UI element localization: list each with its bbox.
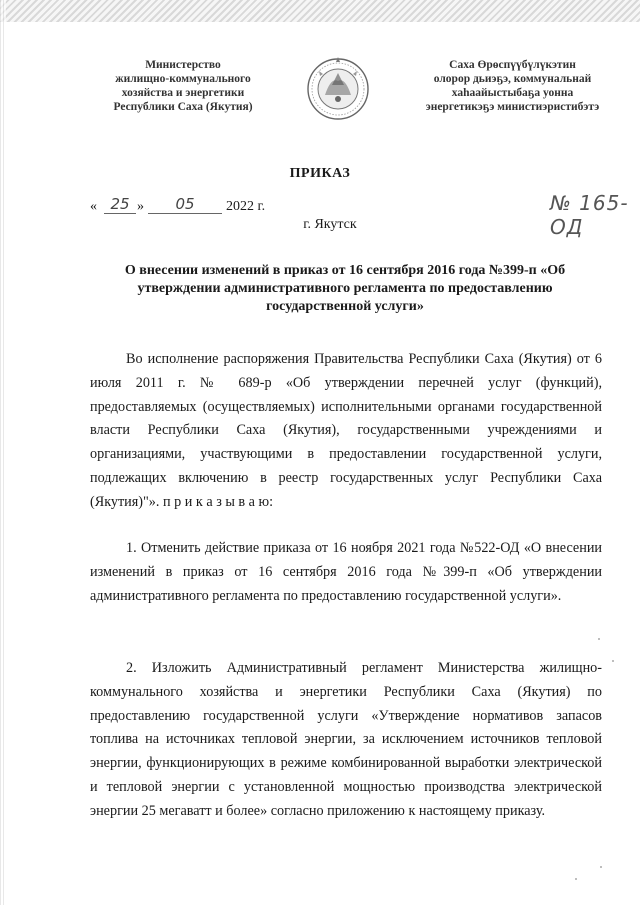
scan-speck [598, 638, 600, 640]
clause-2-paragraph: 2. Изложить Административный регламент Министерства жилищно-коммунального хозяйства и энергетики Республики Саха (Якутия) по предоставлению государственной услуги «Утверждение нормативов запасов топлива на источниках тепловой энергии, за исключением источников тепловой энергии, функционирующих в режиме комбинированной выработки электрической и тепловой энергии с установленной мощностью производства электрической энергии 25 мегаватт и более» согласно приложению к настоящему приказу. [90, 660, 602, 819]
ministry-name-line: олорор дьиэҕэ, коммунальнай [433, 73, 592, 85]
order-subject [95, 262, 595, 316]
date-close-quote: » [137, 199, 144, 214]
scan-border-top [0, 0, 640, 22]
city-line: г. Якутск [303, 217, 357, 232]
ministry-name-line: Республики Саха (Якутия) [113, 101, 253, 113]
scan-speck [600, 866, 602, 868]
scan-speck [575, 878, 577, 880]
ministry-name-line: Саха Өрөспүүбүлүкэтин [449, 59, 576, 71]
date-month-handwritten: 05 [148, 195, 222, 214]
date-open-quote: « [90, 199, 97, 214]
scan-border-left [0, 0, 6, 905]
ministry-name-line: хаһаайыстыбаҕа уонна [451, 87, 574, 99]
subject-line: О внесении изменений в приказ от 16 сентября 2016 года №399-п «Об [124, 263, 566, 278]
clause-1-paragraph: 1. Отменить действие приказа от 16 ноября 2021 года №522-ОД «О внесении изменений в приказ от 16 сентября 2016 года №399-п «Об утверждении административного регламента по предоставлению государственной услуги». [90, 540, 602, 604]
document-title: ПРИКАЗ [289, 166, 351, 181]
subject-line: утверждении административного регламента по предоставлению [137, 281, 553, 296]
ministry-name-line: жилищно-коммунального [115, 73, 251, 85]
preamble-paragraph: Во исполнение распоряжения Правительства Республики Саха (Якутия) от 6 июля 2011 г. № 689-р «Об утверждении перечней услуг (функций), предоставляемых (осуществляемых) исполнительными органами государственной власти Республики Саха (Якутия), государственными учреждениями и организациями, участвующими в предоставлении государственной услуги, подлежащих включению в реестр государственных услуг Республики Саха (Якутия)"». п р и к а з ы в а ю: [90, 351, 602, 510]
ministry-name-sakha [395, 58, 630, 114]
date-day-handwritten: 25 [104, 195, 136, 214]
order-number-handwritten: № 165-ОД [550, 191, 629, 239]
ministry-name-line: хозяйства и энергетики [121, 87, 245, 99]
coat-of-arms-emblem [305, 55, 371, 125]
ministry-name-line: энергетикэҕэ министиэристибэтэ [425, 101, 600, 113]
scan-speck [612, 660, 614, 662]
ministry-name-line: Министерство [145, 59, 221, 71]
ministry-name-russian [78, 58, 288, 114]
date-year: 2022 г. [226, 199, 266, 214]
subject-line: государственной услуги» [266, 299, 424, 314]
